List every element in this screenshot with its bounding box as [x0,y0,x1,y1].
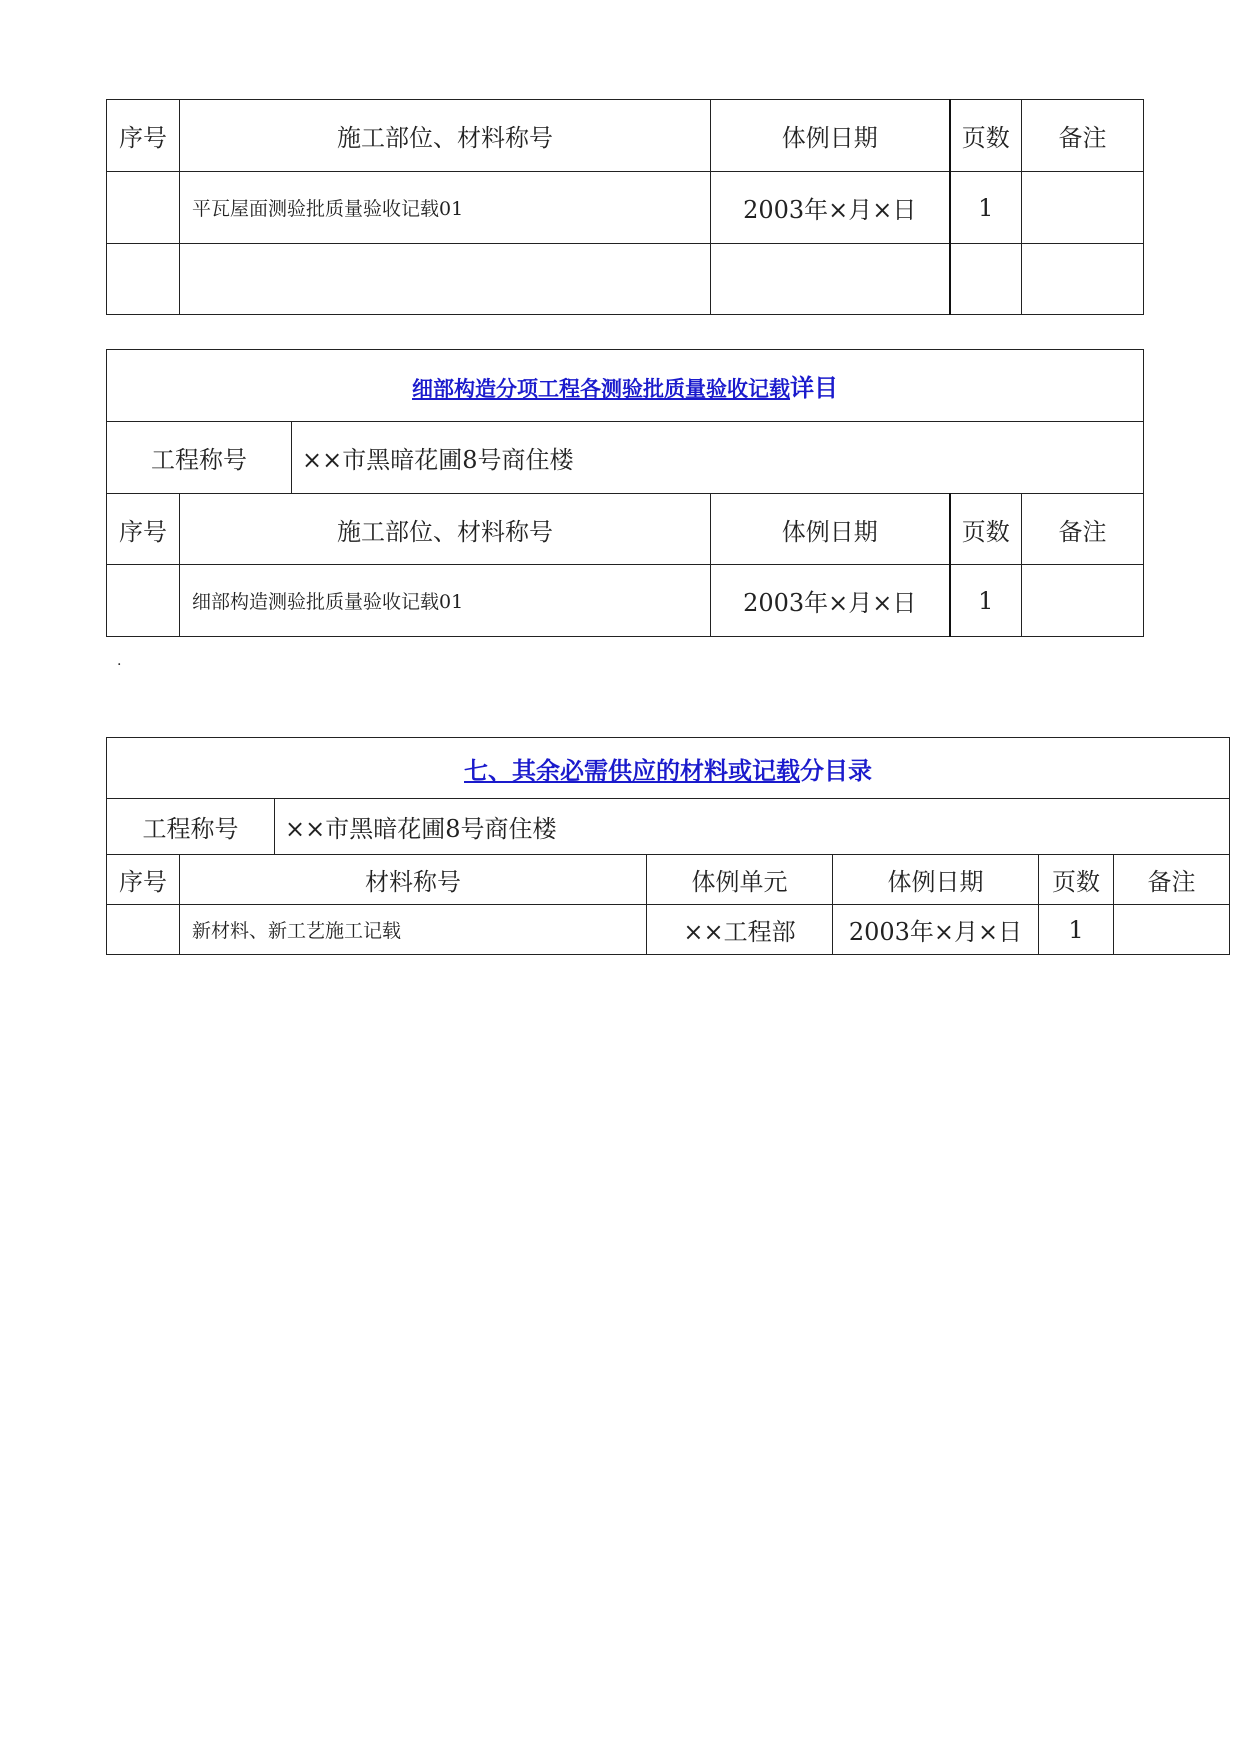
project-row [107,422,1144,494]
cell-date: 2003年×月×日 [711,172,950,244]
project-row [107,799,1230,855]
cell-note [1022,244,1144,315]
header-date: 体例日期 [711,100,950,172]
cell-pages: 1 [1039,905,1114,955]
header-note: 备注 [1022,100,1144,172]
cell-name: 平瓦屋面测验批质量验收记载01 [180,172,711,244]
cell-name [180,244,711,315]
cell-note [1114,905,1230,955]
cell-date: 2003年×月×日 [711,565,950,637]
cell-no [107,244,180,315]
project-label: 工程称号 [107,422,292,494]
table-row [107,565,1144,637]
table-title-row [107,738,1230,799]
header-name: 材料称号 [180,855,647,905]
table-header-row [107,855,1230,905]
cell-note [1022,565,1144,637]
header-unit: 体例单元 [647,855,833,905]
project-value: ××市黑暗花圃8号商住楼 [275,799,1230,855]
cell-no [107,905,180,955]
header-pages: 页数 [950,494,1022,565]
header-note: 备注 [1114,855,1230,905]
title-tail: 分目录 [800,755,873,785]
cell-pages: 1 [950,565,1022,637]
cell-date [711,244,950,315]
header-no: 序号 [107,855,180,905]
project-label: 工程称号 [107,799,275,855]
cell-note [1022,172,1144,244]
cell-pages [950,244,1022,315]
header-pages: 页数 [1039,855,1114,905]
header-pages: 页数 [950,100,1022,172]
material-list-table-1 [106,99,1144,315]
table-header-row [107,100,1144,172]
header-date: 体例日期 [833,855,1039,905]
header-no: 序号 [107,494,180,565]
table-title [107,350,1144,422]
project-value: ××市黑暗花圃8号商住楼 [292,422,1144,494]
header-note: 备注 [1022,494,1144,565]
cell-pages: 1 [950,172,1022,244]
cell-name: 细部构造测验批质量验收记载01 [180,565,711,637]
cell-name: 新材料、新工艺施工记载 [180,905,647,955]
cell-unit: ××工程部 [647,905,833,955]
table-title-row [107,350,1144,422]
table-row [107,905,1230,955]
header-no: 序号 [107,100,180,172]
header-name: 施工部位、材料称号 [180,494,711,565]
cell-no [107,172,180,244]
header-name: 施工部位、材料称号 [180,100,711,172]
title-link[interactable]: 细部构造分项工程各测验批质量验收记载 [412,376,791,401]
table-title [107,738,1230,799]
cell-no [107,565,180,637]
title-tail: 详目 [790,373,839,402]
stray-dot: . [117,653,122,669]
header-date: 体例日期 [711,494,950,565]
table-row [107,244,1144,315]
material-list-table-3 [106,737,1230,955]
material-list-table-2 [106,349,1144,637]
title-link[interactable]: 七、其余必需供应的材料或记载 [464,755,801,785]
table-header-row [107,494,1144,565]
cell-date: 2003年×月×日 [833,905,1039,955]
table-row [107,172,1144,244]
